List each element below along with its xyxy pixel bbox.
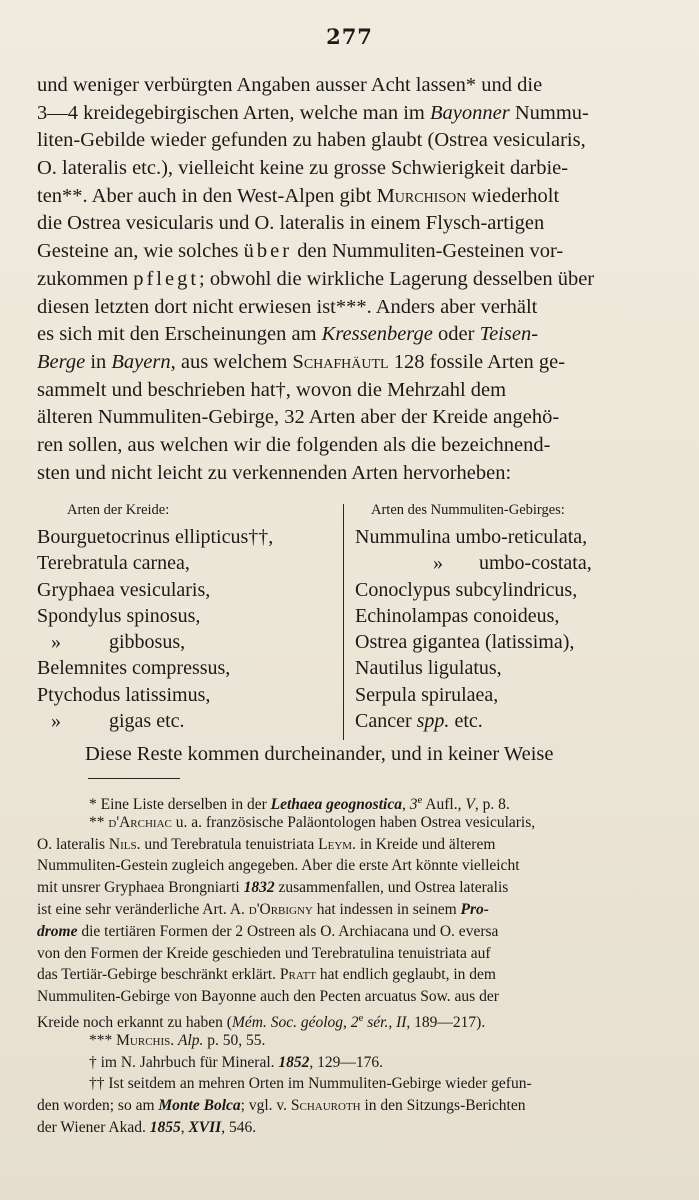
text-run: Aufl., [422,796,466,814]
text-run: , 546. [221,1118,257,1136]
text-line [37,266,663,294]
text-run: ** [89,813,109,831]
species-entry [37,629,337,655]
species-name: Ptychodus latissimus, [37,683,211,706]
text-run: *** [89,1031,117,1049]
species-name: Nautilus ligulatus, [355,657,502,680]
footnote-line [37,834,663,856]
author-name: Murchison [376,184,467,207]
author-name: Nils. [108,835,141,853]
ditto-mark: » [433,552,443,575]
footnote-line [37,899,663,921]
author-name: Leym. [318,835,356,853]
superscript: e [417,794,423,806]
species-entry [355,655,665,681]
footnote-line [37,1030,663,1052]
footnote-line [37,855,663,877]
species-entry [355,603,665,629]
species-entry [37,655,337,681]
text-run: es sich mit den Erscheinungen am [37,323,322,346]
text-run: in den Sitzungs-Berichten [360,1097,526,1115]
text-run: ; vgl. v. [240,1097,291,1115]
bold-italic-run: 1832 [243,879,275,897]
text-run: p. 50, 55. [203,1031,266,1049]
italic-run: Mém. Soc. géolog [231,1014,344,1032]
author-name: d'Archiac [108,813,172,831]
text-run: , [343,1014,351,1032]
text-line [37,210,663,238]
text-run: zusammenfallen, und Ostrea lateralis [274,879,509,897]
species-columns [37,500,663,740]
italic-run: Kressenberge [321,323,433,346]
species-entry [355,550,665,576]
footnote-line [37,1117,663,1139]
italic-run: Bayonner [430,101,510,124]
text-run: , [401,796,410,814]
text-run: Nummuliten-Gestein zugleich angegeben. Aber die erste Art könnte vielleicht [37,857,520,875]
text-run: hat endlich geglaubt, in dem [316,966,496,984]
species-entry [37,603,337,629]
bold-italic-run: Lethaea geognostica [270,796,402,814]
bold-italic-run: XVII [188,1118,222,1136]
text-line [37,238,663,266]
text-run: O. lateralis [37,835,109,853]
species-entry [37,550,337,576]
footnote-rule [88,778,180,779]
italic-run: V [465,796,475,814]
species-name: Terebratula carnea, [37,552,190,575]
text-run: O. lateralis etc.), vielleicht keine zu grosse Schwierigkeit darbie- [37,157,569,180]
species-italic: spp. [416,710,450,733]
text-run: den Nummuliten-Gesteinen vor- [292,240,564,263]
text-run: und weniger verbürgten Angaben ausser Acht lassen* und die [37,74,543,96]
text-run: älteren Nummuliten-Gebirge, 32 Arten aber der Kreide angehö- [37,406,560,429]
text-run: oder [432,323,480,346]
footnote-line [37,1052,663,1074]
text-line [37,432,663,460]
species-entry [37,682,337,708]
italic-run: Alp. [178,1031,204,1049]
cretaceous-species-column [37,500,337,734]
species-name: Echinolampas conoideus, [355,604,560,627]
text-line [37,72,663,100]
text-line [37,377,663,405]
text-run: , [180,1118,189,1136]
footnote-line [37,943,663,965]
author-name: Schauroth [290,1097,361,1115]
footnote-line [37,986,663,1008]
italic-run: 2 [350,1014,359,1032]
text-run: 128 fossile Arten ge- [388,350,566,373]
species-name: Nummulina umbo-reticulata, [355,526,588,548]
italic-run: sér. [367,1014,389,1032]
text-line [37,183,663,211]
text-run: sten und nicht leicht zu verkennenden Arten hervorheben: [37,461,512,484]
text-line [37,321,663,349]
species-entry [355,682,665,708]
footnote-line [37,790,663,812]
ditto-mark: » [51,710,61,733]
text-run: die Ostrea vesicularis und O. lateralis in einem Flysch-artigen [37,212,545,235]
text-run: , p. 8. [474,796,510,814]
text-run: Gesteine an, wie solches [37,240,244,263]
text-run: und Terebratula tenuistriata [140,835,319,853]
species-name: Spondylus spinosus, [37,604,201,627]
text-run: hat indessen in seinem [312,900,461,918]
cretaceous-column-header: Arten der Kreide: [67,502,170,518]
italic-run: 3 [409,796,418,814]
bold-italic-run: drome [37,922,78,940]
bold-italic-run: 1855 [149,1118,181,1136]
superscript: e [358,1011,364,1024]
column-divider [343,504,344,740]
bold-italic-run: 1852 [278,1053,310,1071]
author-name: d'Orbigny [248,900,313,918]
text-line [37,155,663,183]
footnote-line [37,1008,663,1030]
species-entry [355,629,665,655]
species-entry [37,577,337,603]
species-entry [355,524,665,550]
text-line [37,294,663,322]
italic-run: Teisen- [479,323,539,346]
text-line [37,404,663,432]
species-entry [355,577,665,603]
species-entry [37,708,337,734]
footnote-line [37,921,663,943]
text-run: die tertiären Formen der 2 Ostreen als O. Archiacana und O. eversa [77,922,499,940]
species-name: umbo-costata, [479,552,592,575]
text-run: der Wiener Akad. [37,1118,150,1136]
main-text [37,72,663,487]
text-line [37,460,663,488]
text-run: mit unsrer Gryphaea Brongniarti [37,879,244,897]
text-run: ten**. Aber auch in den West-Alpen gibt [37,184,377,207]
text-run: , [388,1014,397,1032]
text-run: , 189—217). [406,1014,486,1032]
species-name: Serpula spirulaea, [355,683,499,706]
species-suffix: etc. [449,710,483,733]
species-name: Belemnites compressus, [37,657,231,680]
footnotes [37,790,663,1139]
author-name: Schafhäutl [292,350,389,373]
text-run: * Eine Liste derselben in der [89,796,271,814]
text-run: ; obwohl die wirkliche Lagerung desselben über [199,267,595,290]
italic-run: Berge [37,350,86,373]
species-name: gigas etc. [109,710,185,733]
page-number: 277 [326,24,373,49]
footnote-line [37,812,663,834]
text-run: das Tertiär-Gebirge beschränkt erklärt. [37,966,280,984]
text-line [37,100,663,128]
text-run: von den Formen der Kreide geschieden und Terebratulina tenuistriata auf [37,944,491,962]
text-run: ren sollen, aus welchen wir die folgenden als die bezeichnend- [37,433,551,456]
text-run: Kreide noch erkannt zu haben ( [37,1014,232,1032]
author-name: Pratt [279,966,317,984]
author-name: Murchis. [116,1031,175,1049]
text-run: Nummu- [509,101,589,124]
species-name: Bourguetocrinus ellipticus††, [37,526,274,548]
footnote-line [37,877,663,899]
closing-text [37,741,663,769]
text-run: wiederholt [466,184,560,207]
ditto-mark: » [51,631,61,654]
text-run: †† Ist seitdem an mehren Orten im Nummuliten-Gebirge wieder gefun- [89,1075,532,1093]
species-name: Cancer [355,710,417,733]
text-run: diesen letzten dort nicht erwiesen ist***. Anders aber verhält [37,295,538,318]
text-run: liten-Gebilde wieder gefunden zu haben glaubt (Ostrea vesicularis, [37,129,586,152]
text-line [37,127,663,155]
text-line [37,349,663,377]
species-entry [355,708,665,734]
spaced-run: pflegt [133,267,200,290]
bold-italic-run: Monte Bolca [158,1097,241,1115]
text-run: in Kreide und älterem [355,835,496,853]
text-run: ist eine sehr veränderliche Art. A. [37,900,249,918]
text-run: den worden; so am [37,1097,159,1115]
nummulite-column-header: Arten des Nummuliten-Gebirges: [371,502,565,518]
text-run: , aus welchem [170,350,293,373]
species-name: Ostrea gigantea (latissima), [355,631,575,654]
text-line: Diese Reste kommen durcheinander, und in keiner Weise [85,743,554,765]
text-run: u. a. französische Paläontologen haben Ostrea vesicularis, [171,813,536,831]
spaced-run: über [243,240,293,263]
text-run: Nummuliten-Gebirge von Bayonne auch den Pecten arcuatus Sow. aus der [37,988,499,1006]
footnote-line [37,1073,663,1095]
text-run: , 129—176. [309,1053,384,1071]
italic-run: Bayern [111,350,171,373]
species-entry [37,524,337,550]
italic-run: II [396,1014,407,1032]
footnote-line [37,1095,663,1117]
text-run: 3—4 kreidegebirgischen Arten, welche man im [37,101,430,124]
footnote-line [37,964,663,986]
bold-italic-run: Pro- [460,900,489,918]
text-run: sammelt und beschrieben hat†, wovon die Mehrzahl dem [37,378,507,401]
species-name: gibbosus, [109,631,186,654]
text-run: † im N. Jahrbuch für Mineral. [89,1053,279,1071]
species-name: Conoclypus subcylindricus, [355,578,578,601]
text-run: in [85,350,112,373]
text-run: zukommen [37,267,134,290]
species-name: Gryphaea vesicularis, [37,578,211,601]
nummulite-species-column [355,500,665,734]
